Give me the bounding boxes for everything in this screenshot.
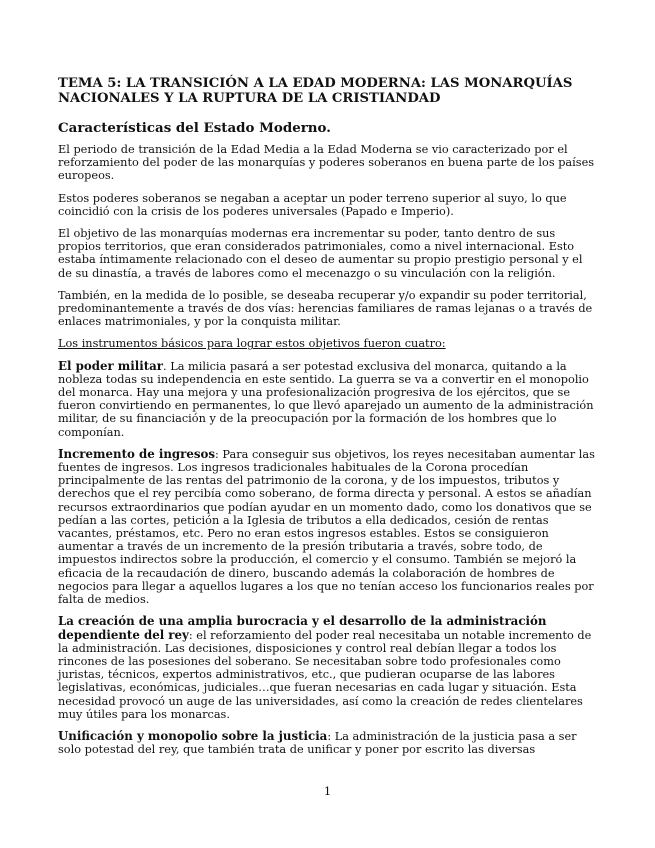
paragraph-3: El objetivo de las monarquías modernas era incrementar su poder, tanto dentro de sus propios territorios, que eran considerados patrimoniales, como a nivel internacional. Esto estaba íntimamente relacionado con el deseo de aumentar su propio prestigio personal y el de su dinastía, a través de labores como el mecenazgo o su vinculación con la religión. [58, 227, 583, 280]
instrument-text: : La administración de la justicia pasa a ser solo potestad del rey, que también trata de unificar y poner por escrito las diversas [58, 729, 577, 757]
document-page [58, 76, 596, 765]
instruments-intro: Los instrumentos básicos para lograr estos objetivos fueron cuatro: [58, 337, 446, 351]
instrument-bureaucracy [58, 615, 596, 721]
paragraph-2: Estos poderes soberanos se negaban a aceptar un poder terreno superior al suyo, lo que coincidió con la crisis de los poderes universales (Papado e Imperio). [58, 191, 567, 218]
instrument-term: La creación de una amplia burocracia y el desarrollo de la administración dependiente del rey [58, 614, 547, 642]
section-heading: Características del Estado Moderno. [58, 120, 331, 136]
instrument-term: Incremento de ingresos [58, 446, 216, 461]
page-number: 1 [323, 784, 332, 798]
instrument-income [58, 448, 596, 606]
instrument-text: : el reforzamiento del poder real necesitaba un notable incremento de la administración. Las decisiones, disposiciones y control real debían llegar a todos los rincones de las posesiones del soberano. Se necesitaban sobre todo profesionales como juristas, técnicos, expertos administrativos, etc., que pudieran ocuparse de las labores legislativas, económicas, judiciales…que fueran necesarias en cada lugar y situación. Esta necesidad provocó un auge de las universidades, así como la creación de redes clientelares muy útiles para los monarcas. [58, 628, 592, 721]
instrument-term: El poder militar [58, 358, 164, 373]
instrument-text: . La milicia pasará a ser potestad exclusiva del monarca, quitando a la nobleza todas su independencia en este sentido. La guerra se va a convertir en el monopolio del monarca. Hay una mejora y una profesionalización progresiva de los ejércitos, que se fueron convirtiendo en permanentes, lo que llevó aparejado un aumento de la administración militar, de su financiación y de la preocupación por la formación de los hombres que lo componían. [58, 359, 594, 439]
paragraph-1: El periodo de transición de la Edad Media a la Edad Moderna se vio caracterizado por el reforzamiento del poder de las monarquías y poderes soberanos en buena parte de los países europeos. [58, 143, 595, 183]
instrument-text: : Para conseguir sus objetivos, los reyes necesitaban aumentar las fuentes de ingresos. Los ingresos tradicionales habituales de la Corona procedían principalmente de las rentas del patrimonio de la corona, y de los impuestos, tributos y derechos que el rey percibía como soberano, de forma directa y personal. A estos se añadían recursos extraordinarios que podían ayudar en un momento dado, como los donativos que se pedían a las cortes, petición a la Iglesia de tributos a ella dedicados, cesión de rentas vacantes, préstamos, etc. Pero no eran estos ingresos estables. Estos se consiguieron aumentar a través de un incremento de la presión tributaria a través, sobre todo, de impuestos indirectos sobre la producción, el comercio y el consumo. También se mejoró la eficacia de la recaudación de dinero, buscando además la colaboración de hombres de negocios para llegar a aquellos lugares a los que no tenían acceso los funcionarios reales por falta de medios. [58, 447, 595, 607]
instrument-term: Unificación y monopolio sobre la justicia [58, 728, 328, 743]
instrument-military [58, 360, 596, 439]
instrument-justice [58, 730, 596, 756]
topic-title: TEMA 5: LA TRANSICIÓN A LA EDAD MODERNA: LAS MONARQUÍAS NACIONALES Y LA RUPTURA DE LA CRISTIANDAD [58, 76, 573, 106]
paragraph-4: También, en la medida de lo posible, se deseaba recuperar y/o expandir su poder territorial, predominantemente a través de dos vías: herencias familiares de ramas lejanas o a través de enlaces matrimoniales, y por la conquista militar. [58, 288, 593, 329]
